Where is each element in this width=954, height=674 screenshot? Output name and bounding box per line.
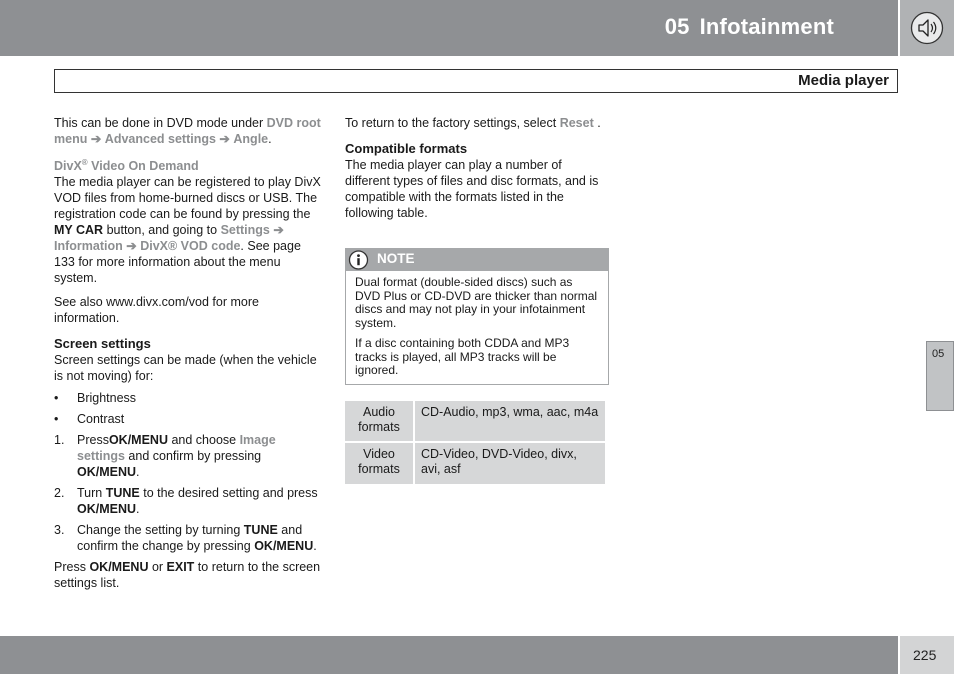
text: Contrast — [77, 412, 125, 427]
text: . — [268, 132, 272, 146]
menu-path-reset: Reset — [559, 116, 594, 130]
text: to return to the screen settings list. — [54, 560, 321, 591]
reset-paragraph — [345, 115, 610, 131]
chapter-side-tab — [926, 341, 954, 411]
section-title: Media player — [798, 72, 889, 89]
chapter-name: Infotainment — [699, 14, 834, 39]
text: Brightness — [77, 391, 137, 406]
page-number: 225 — [913, 647, 937, 663]
page-number-box — [900, 636, 954, 674]
column-right — [345, 115, 610, 221]
table-cell-key: Video formats — [345, 443, 413, 484]
text: . — [313, 539, 317, 554]
text: DivX — [54, 159, 82, 174]
button-name: OK/MENU — [77, 502, 137, 517]
compatible-formats-text: The media player can play a number of different types of files and disc formats, and is compatible with the formats listed in the following table. — [345, 158, 599, 220]
button-name: EXIT — [166, 560, 195, 575]
footer-bar — [0, 636, 898, 674]
note-paragraph-2: If a disc containing both CDDA and MP3 tracks is played, all MP3 tracks will be ignored. — [355, 336, 570, 377]
note-header — [346, 249, 608, 271]
text: Video On Demand — [87, 159, 199, 174]
compatible-formats-heading: Compatible formats — [345, 141, 468, 156]
table-cell-value: CD-Video, DVD-Video, divx, avi, asf — [415, 443, 605, 484]
step-number: 2. — [54, 486, 65, 501]
text: The media player can be registered to play DivX VOD files from home-burned discs or USB. The registration code can be found by pressing the — [54, 175, 321, 222]
list-item — [54, 390, 322, 406]
step-number: 3. — [54, 523, 65, 538]
button-name: MY CAR — [54, 223, 104, 238]
button-name: OK/MENU — [89, 560, 149, 575]
table-row — [345, 401, 605, 441]
step-number: 1. — [54, 433, 65, 448]
divx-heading — [54, 155, 322, 174]
text: . — [136, 502, 140, 517]
text: and choose — [167, 433, 240, 448]
chapter-icon-box — [900, 0, 954, 56]
info-icon — [348, 250, 369, 270]
bullet: • — [54, 412, 59, 427]
text: . — [136, 465, 140, 480]
screen-settings-intro: Screen settings can be made (when the vehicle is not moving) for: — [54, 353, 317, 384]
text: button, and going to — [103, 223, 221, 238]
menu-path-divx-code: DivX® VOD code — [140, 239, 241, 254]
arrow-icon: ➔ — [90, 132, 102, 146]
text: and confirm by pressing — [124, 449, 262, 464]
screen-settings-heading: Screen settings — [54, 336, 151, 352]
column-left — [54, 115, 322, 591]
table-row — [345, 443, 605, 484]
table-cell-key: Audio formats — [345, 401, 413, 441]
note-box — [345, 248, 609, 385]
menu-path-settings: Settings — [220, 223, 270, 238]
angle-paragraph — [54, 115, 322, 147]
text: . — [593, 116, 601, 130]
header-bar — [0, 0, 898, 56]
settings-list — [54, 390, 322, 554]
button-name: OK/MENU — [77, 465, 137, 480]
see-also-paragraph: See also www.divx.com/vod for more information. — [54, 295, 259, 326]
text: Turn — [77, 486, 106, 501]
final-paragraph — [54, 559, 322, 591]
step-3 — [54, 522, 322, 554]
text: Change the setting by turning — [77, 523, 244, 538]
note-body — [346, 271, 608, 378]
text: and confirm the change by pressing — [77, 523, 303, 554]
button-name: OK/MENU — [254, 539, 314, 554]
menu-path-information: Information — [54, 239, 123, 254]
button-name: TUNE — [243, 523, 278, 538]
table-cell-value: CD-Audio, mp3, wma, aac, m4a — [415, 401, 605, 441]
arrow-icon: ➔ — [219, 132, 230, 146]
arrow-icon: ➔ — [273, 223, 284, 238]
text: To return to the factory settings, select — [345, 116, 560, 130]
side-tab-label: 05 — [932, 348, 945, 360]
chapter-title — [665, 14, 834, 40]
menu-path-image-settings: Image settings — [77, 433, 276, 464]
arrow-icon: ➔ — [126, 239, 137, 254]
step-1 — [54, 432, 322, 480]
registered-mark: ® — [81, 158, 88, 167]
note-label: NOTE — [377, 251, 415, 266]
menu-path-angle: Angle — [233, 132, 269, 146]
formats-table — [343, 399, 607, 486]
speaker-icon — [910, 11, 944, 45]
section-header — [54, 69, 898, 93]
text: to the desired setting and press — [139, 486, 318, 501]
text: Press — [77, 433, 109, 448]
note-paragraph-1: Dual format (double-sided discs) such as DVD Plus or CD-DVD are thicker than normal discs and may not play in your infotainment system. — [355, 275, 598, 330]
text: This can be done in DVD mode under — [54, 116, 267, 130]
step-2 — [54, 485, 322, 517]
list-item — [54, 411, 322, 427]
text: Press — [54, 560, 90, 575]
text: . See page 133 for more information about the menu system. — [54, 239, 301, 286]
button-name: OK/MENU — [108, 433, 168, 448]
button-name: TUNE — [105, 486, 140, 501]
chapter-number: 05 — [664, 14, 690, 39]
bullet: • — [54, 391, 59, 406]
divx-paragraph — [54, 174, 322, 286]
menu-path-dvd-root: DVD root menu — [54, 116, 321, 146]
text: or — [148, 560, 167, 575]
menu-path-advanced: Advanced settings — [104, 132, 216, 146]
